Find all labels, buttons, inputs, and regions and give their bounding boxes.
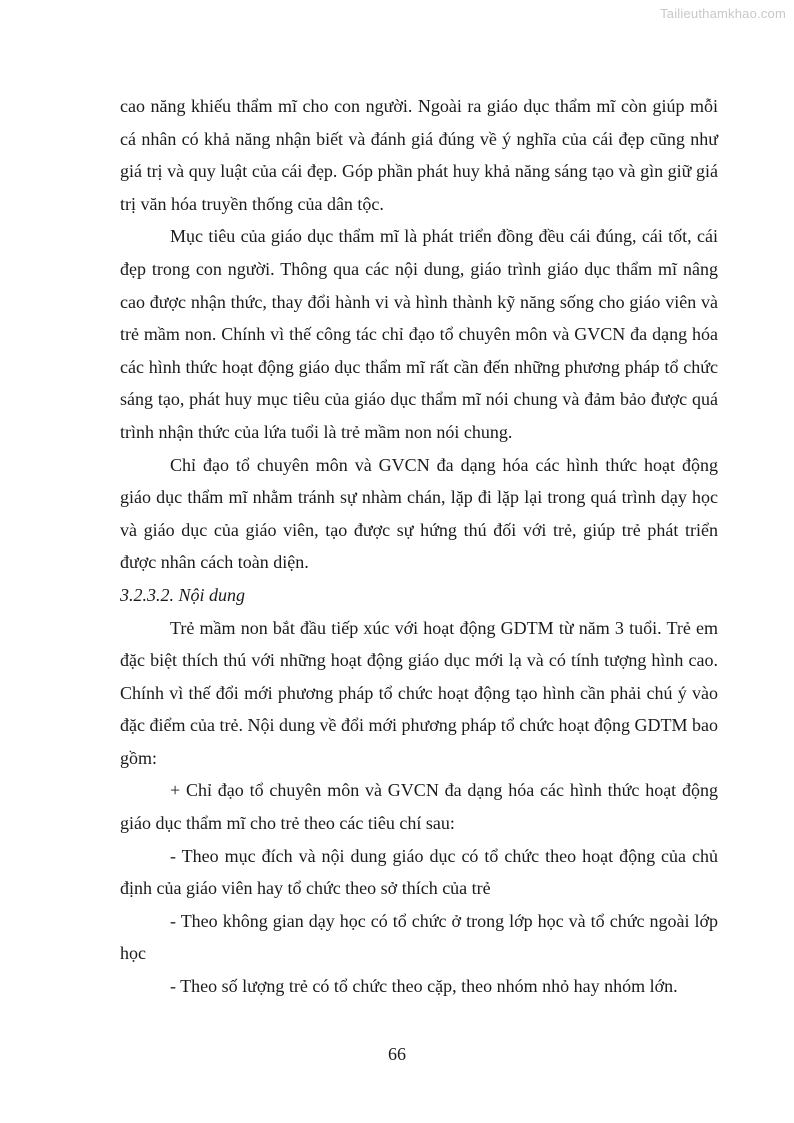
document-body (120, 90, 718, 1003)
list-item: - Theo mục đích và nội dung giáo dục có tổ chức theo hoạt động của chủ định của giáo viên hay tổ chức theo sở thích của trẻ (120, 845, 718, 899)
list-item: - Theo không gian dạy học có tổ chức ở trong lớp học và tổ chức ngoài lớp học (120, 910, 718, 964)
list-item: - Theo số lượng trẻ có tổ chức theo cặp, theo nhóm nhỏ hay nhóm lớn. (170, 976, 678, 997)
paragraph-2: Mục tiêu của giáo dục thẩm mĩ là phát triển đồng đều cái đúng, cái tốt, cái đẹp trong con người. Thông qua các nội dung, giáo trình giáo dục thẩm mĩ nâng cao được nhận thức, thay đổi hành vi và hình thành kỹ năng sống cho giáo viên và trẻ mầm non. Chính vì thế công tác chỉ đạo tổ chuyên môn và GVCN đa dạng hóa các hình thức hoạt động giáo dục thẩm mĩ rất cần đến những phương pháp tổ chức sáng tạo, phát huy mục tiêu của giáo dục thẩm mĩ nói chung và đảm bảo được quá trình nhận thức của lứa tuổi là trẻ mầm non nói chung. (120, 226, 718, 442)
page-number: 66 (388, 1044, 406, 1064)
paragraph-3: Chỉ đạo tổ chuyên môn và GVCN đa dạng hóa các hình thức hoạt động giáo dục thẩm mĩ nhằm tránh sự nhàm chán, lặp đi lặp lại trong quá trình dạy học và giáo dục của giáo viên, tạo được sự hứng thú đối với trẻ, giúp trẻ phát triển được nhân cách toàn diện. (120, 454, 718, 573)
paragraph-4: Trẻ mầm non bắt đầu tiếp xúc với hoạt động GDTM từ năm 3 tuổi. Trẻ em đặc biệt thích thú với những hoạt động giáo dục mới lạ và có tính tượng hình cao. Chính vì thế đổi mới phương pháp tổ chức hoạt động tạo hình cần phải chú ý vào đặc điểm của trẻ. Nội dung về đổi mới phương pháp tổ chức hoạt động GDTM bao gồm: (120, 617, 718, 768)
paragraph-1: cao năng khiếu thẩm mĩ cho con người. Ngoài ra giáo dục thẩm mĩ còn giúp mỗi cá nhân có khả năng nhận biết và đánh giá đúng về ý nghĩa của cái đẹp cũng như giá trị và quy luật của cái đẹp. Góp phần phát huy khả năng sáng tạo và gìn giữ giá trị văn hóa truyền thống của dân tộc. (120, 96, 718, 214)
section-heading: 3.2.3.2. Nội dung (120, 584, 246, 605)
list-intro: + Chỉ đạo tổ chuyên môn và GVCN đa dạng hóa các hình thức hoạt động giáo dục thẩm mĩ cho trẻ theo các tiêu chí sau: (120, 780, 718, 834)
watermark: Tailieuthamkhao.com (660, 6, 786, 21)
